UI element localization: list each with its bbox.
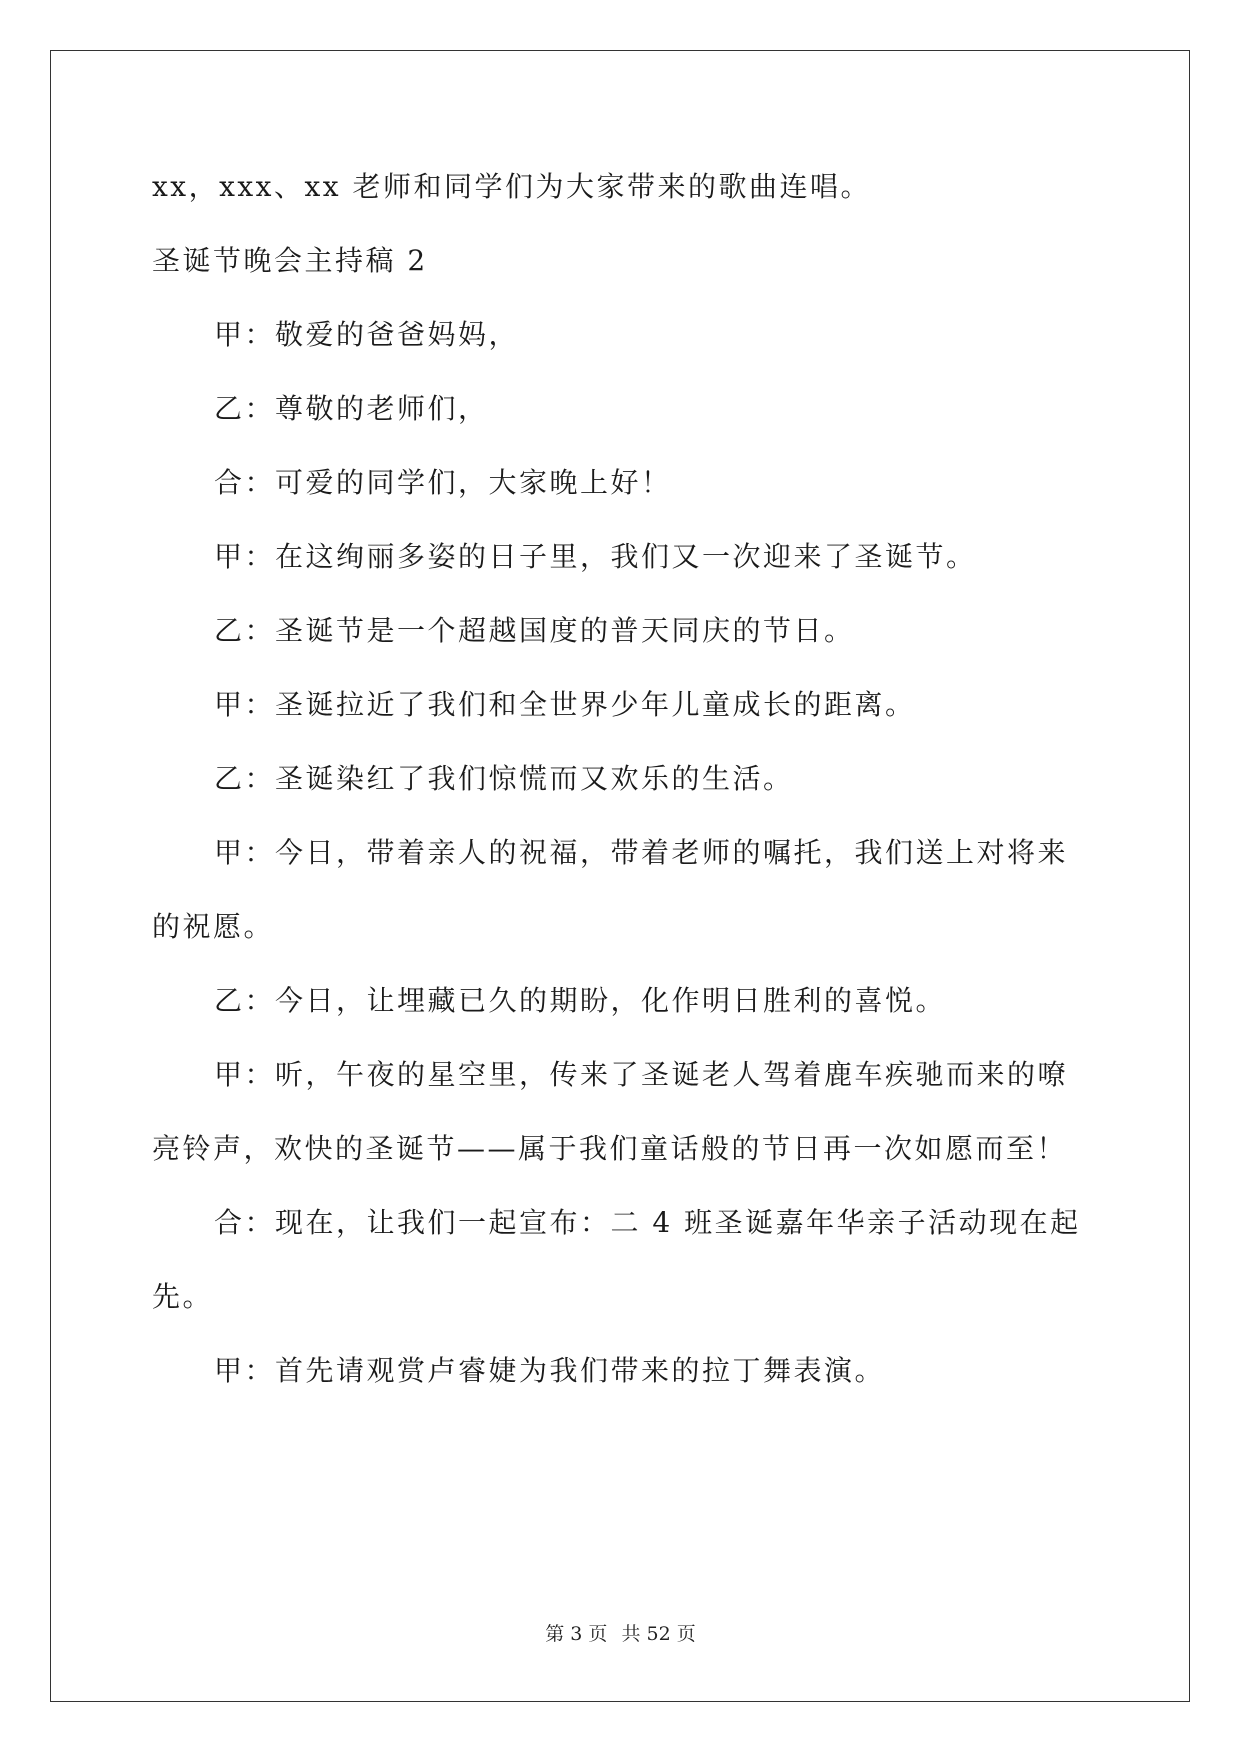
total-pages: 共 52 页 [621, 1623, 696, 1645]
section-title: 圣诞节晚会主持稿 2 [152, 244, 428, 277]
text-line: 的祝愿。 [152, 910, 275, 943]
text-line: 亮铃声，欢快的圣诞节——属于我们童话般的节日再一次如愿而至！ [152, 1132, 1068, 1165]
page-footer [0, 1622, 1241, 1646]
text-line: 乙：尊敬的老师们， [214, 392, 489, 425]
page-number: 第 3 页 [545, 1623, 608, 1645]
text-line: 甲：听，午夜的星空里，传来了圣诞老人驾着鹿车疾驰而来的嘹 [214, 1058, 1069, 1091]
text-line: 乙：今日，让埋藏已久的期盼，化作明日胜利的喜悦。 [214, 984, 947, 1017]
text-line: 乙：圣诞节是一个超越国度的普天同庆的节日。 [214, 614, 855, 647]
text-line: 甲：圣诞拉近了我们和全世界少年儿童成长的距离。 [214, 688, 916, 721]
text-line: 甲：在这绚丽多姿的日子里，我们又一次迎来了圣诞节。 [214, 540, 977, 573]
text-line: 合：可爱的同学们，大家晚上好！ [214, 466, 672, 499]
page-border [50, 50, 1190, 1702]
text-line: 甲：今日，带着亲人的祝福，带着老师的嘱托，我们送上对将来 [214, 836, 1069, 869]
text-line: 合：现在，让我们一起宣布：二 4 班圣诞嘉年华亲子活动现在起 [214, 1206, 1081, 1239]
text-line: 乙：圣诞染红了我们惊慌而又欢乐的生活。 [214, 762, 794, 795]
text-line: 甲：首先请观赏卢睿婕为我们带来的拉丁舞表演。 [214, 1354, 886, 1387]
text-line: xx，xxx、xx 老师和同学们为大家带来的歌曲连唱。 [152, 170, 871, 203]
text-line: 先。 [152, 1280, 214, 1313]
text-line: 甲：敬爱的爸爸妈妈， [214, 318, 520, 351]
